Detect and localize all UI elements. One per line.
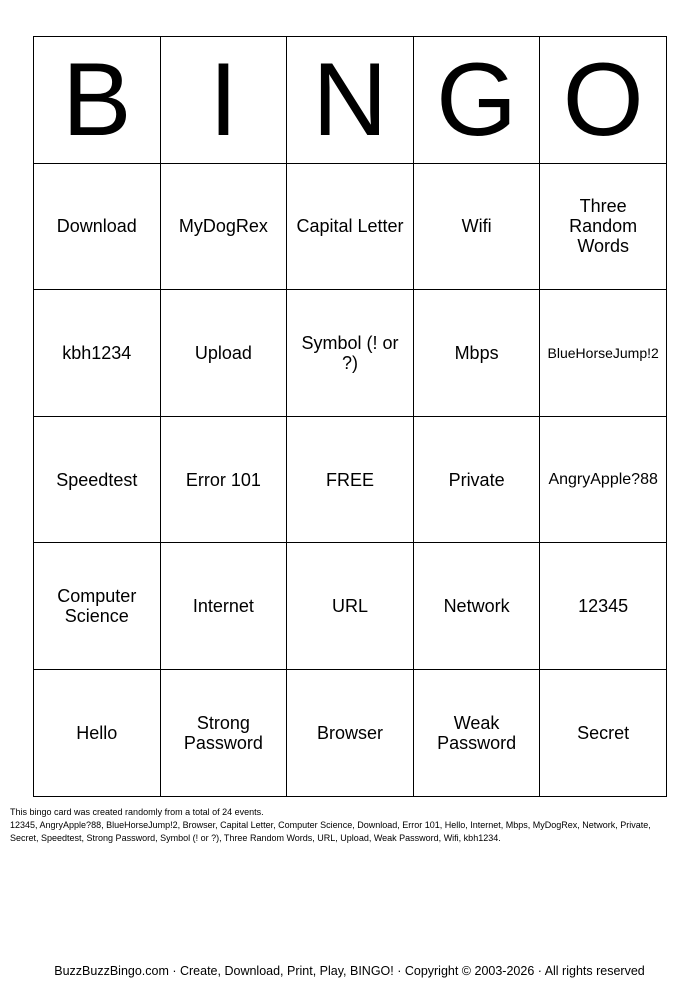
bingo-cell: Strong Password bbox=[160, 669, 287, 796]
bingo-cell: Error 101 bbox=[160, 416, 287, 543]
bingo-row bbox=[34, 163, 667, 290]
bingo-cell: Hello bbox=[34, 669, 161, 796]
bingo-row bbox=[34, 416, 667, 543]
bingo-cell: Network bbox=[413, 543, 540, 670]
bingo-cell: BlueHorseJump!2 bbox=[540, 290, 667, 417]
bingo-cell: Secret bbox=[540, 669, 667, 796]
bingo-row bbox=[34, 290, 667, 417]
header-letter-i: I bbox=[160, 37, 287, 164]
bingo-row bbox=[34, 543, 667, 670]
header-letter-n: N bbox=[287, 37, 414, 164]
card-info-summary: This bingo card was created randomly from a total of 24 events. bbox=[10, 807, 264, 817]
free-space-cell: FREE bbox=[287, 416, 414, 543]
header-letter-g: G bbox=[413, 37, 540, 164]
header-letter-b: B bbox=[34, 37, 161, 164]
bingo-cell: Download bbox=[34, 163, 161, 290]
bingo-cell: Capital Letter bbox=[287, 163, 414, 290]
bingo-cell: Mbps bbox=[413, 290, 540, 417]
bingo-cell: Internet bbox=[160, 543, 287, 670]
card-info-events-line-1: 12345, AngryApple?88, BlueHorseJump!2, Browser, Capital Letter, Computer Science, Download, Error 101, Hello, Internet, Mbps, MyDogRex, Network, Private, bbox=[10, 820, 651, 830]
bingo-cell: Upload bbox=[160, 290, 287, 417]
bingo-cell: Computer Science bbox=[34, 543, 161, 670]
bingo-cell: 12345 bbox=[540, 543, 667, 670]
bingo-card bbox=[33, 36, 667, 797]
bingo-cell: Symbol (! or ?) bbox=[287, 290, 414, 417]
bingo-cell: Speedtest bbox=[34, 416, 161, 543]
bingo-cell: Three Random Words bbox=[540, 163, 667, 290]
bingo-cell: Wifi bbox=[413, 163, 540, 290]
bingo-cell: URL bbox=[287, 543, 414, 670]
bingo-cell: kbh1234 bbox=[34, 290, 161, 417]
copyright-footer: BuzzBuzzBingo.com · Create, Download, Print, Play, BINGO! · Copyright © 2003-2026 · All rights reserved bbox=[54, 964, 645, 978]
card-info-note bbox=[10, 806, 695, 845]
bingo-cell: MyDogRex bbox=[160, 163, 287, 290]
bingo-row bbox=[34, 669, 667, 796]
bingo-cell: Private bbox=[413, 416, 540, 543]
card-info-events-line-2: Secret, Speedtest, Strong Password, Symbol (! or ?), Three Random Words, URL, Upload, Weak Password, Wifi, kbh1234. bbox=[10, 833, 501, 843]
bingo-header-row bbox=[34, 37, 667, 164]
bingo-cell: AngryApple?88 bbox=[540, 416, 667, 543]
bingo-cell: Weak Password bbox=[413, 669, 540, 796]
header-letter-o: O bbox=[540, 37, 667, 164]
bingo-cell: Browser bbox=[287, 669, 414, 796]
